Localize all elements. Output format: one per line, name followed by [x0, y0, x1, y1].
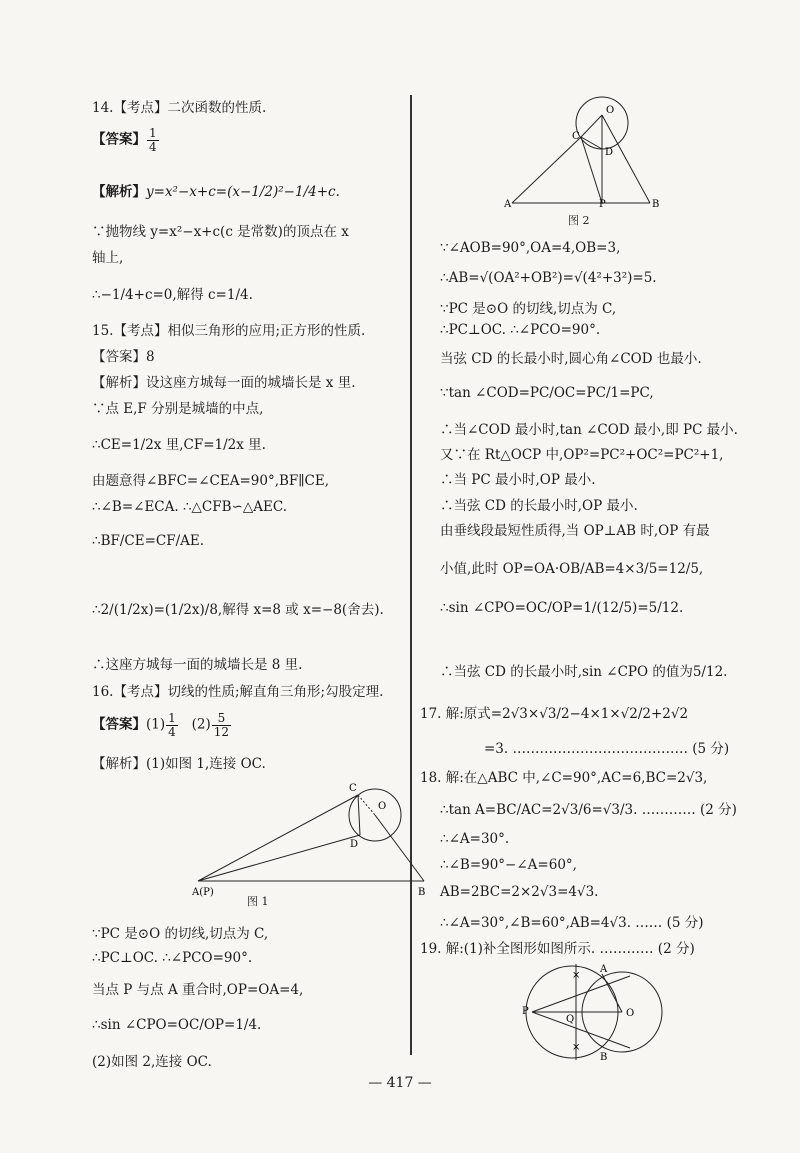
fig3-mark-bottom: ×	[572, 1042, 581, 1053]
figure-3	[510, 962, 685, 1062]
fig2-label-o: O	[606, 105, 615, 116]
page-number: — 417 —	[368, 1075, 432, 1091]
r-line5: 当弦 CD 的长最小时,圆心角∠COD 也最小.	[440, 351, 702, 367]
q15-line6: ∴BF/CE=CF/AE.	[92, 533, 205, 549]
q16-line3: ∴PC⊥OC. ∴∠PCO=90°.	[92, 950, 253, 966]
fig2-label-c: C	[572, 131, 580, 142]
fig1-label-o: O	[378, 801, 387, 812]
r-line9: ∴当 PC 最小时,OP 最小.	[440, 472, 596, 488]
r-line8: 又∵在 Rt△OCP 中,OP²=PC²+OC²=PC²+1,	[440, 447, 724, 463]
q15-head: 15.【考点】相似三角形的应用;正方形的性质.	[92, 323, 366, 339]
q18-line4: ∴∠B=90°−∠A=60°,	[440, 857, 577, 873]
r-line14: ∴当弦 CD 的长最小时,sin ∠CPO 的值为5/12.	[440, 664, 728, 680]
q14-line2: ∵抛物线 y=x²−x+c(c 是常数)的顶点在 x	[92, 224, 349, 240]
q14-answer: 【答案】 $\frac{1}{4}$	[92, 126, 157, 154]
r-line10: ∴当弦 CD 的长最小时,OP 最小.	[440, 498, 638, 514]
r-line7: ∴当∠COD 最小时,tan ∠COD 最小,即 PC 最小.	[440, 422, 738, 438]
fig2-caption: 图 2	[568, 214, 590, 227]
q16-line5: ∴sin ∠CPO=OC/OP=1/4.	[92, 1017, 262, 1033]
q16-answer: 【答案】(1) $\frac{1}{4}$ (2) $\frac{5}{12}$	[92, 711, 230, 739]
q14-head: 14.【考点】二次函数的性质.	[92, 100, 267, 116]
fig3-label-b: B	[600, 1052, 608, 1062]
figure-2	[502, 95, 662, 210]
q18-line2: ∴tan A=BC/AC=2√3/6=√3/3. ………… (2 分)	[440, 802, 737, 818]
q14-line4: ∴−1/4+c=0,解得 c=1/4.	[92, 287, 253, 303]
q18-line1: 18. 解:在△ABC 中,∠C=90°,AC=6,BC=2√3,	[420, 770, 708, 786]
q15-line5: ∴∠B=∠ECA. ∴△CFB∽△AEC.	[92, 499, 287, 515]
q15-answer: 【答案】8	[92, 349, 155, 365]
fig1-label-d: D	[350, 839, 359, 850]
q15-line2: ∵点 E,F 分别是城墙的中点,	[92, 401, 264, 417]
q19-line1: 19. 解:(1)补全图形如图所示. ………… (2 分)	[420, 941, 695, 957]
q17-line1: 17. 解:原式=2√3×√3/2−4×1×√2/2+2√2	[420, 706, 689, 722]
figure-1	[192, 775, 432, 905]
q17-line2: =3. ………………………………… (5 分)	[484, 741, 730, 757]
fig3-label-p: P	[522, 1006, 529, 1017]
q15-line8: ∴这座方城每一面的城墙长是 8 里.	[92, 657, 303, 673]
r-line13: ∴sin ∠CPO=OC/OP=1/(12/5)=5/12.	[440, 600, 684, 616]
r-line11: 由垂线段最短性质得,当 OP⊥AB 时,OP 有最	[440, 523, 710, 539]
fig2-label-a: A	[504, 199, 512, 210]
q18-line5: AB=2BC=2×2√3=4√3.	[440, 884, 599, 900]
q16-line2: ∵PC 是⊙O 的切线,切点为 C,	[92, 926, 269, 942]
r-line1: ∵∠AOB=90°,OA=4,OB=3,	[440, 240, 621, 256]
column-divider	[410, 95, 412, 1055]
q16-head: 16.【考点】切线的性质;解直角三角形;勾股定理.	[92, 684, 384, 700]
q18-line6: ∴∠A=30°,∠B=60°,AB=4√3. …… (5 分)	[440, 915, 704, 931]
q16-analysis: 【解析】(1)如图 1,连接 OC.	[92, 756, 266, 772]
fig3-mark-top: ×	[572, 970, 581, 981]
q15-line3: ∴CE=1/2x 里,CF=1/2x 里.	[92, 437, 266, 453]
fig3-label-o: O	[626, 1008, 635, 1019]
r-line4: ∴PC⊥OC. ∴∠PCO=90°.	[440, 322, 601, 338]
q15-line4: 由题意得∠BFC=∠CEA=90°,BF∥CE,	[92, 473, 330, 489]
fig3-label-a: A	[600, 964, 608, 975]
fig2-label-b: B	[652, 199, 660, 210]
fig1-label-b: B	[418, 887, 426, 898]
q15-analysis: 【解析】设这座方城每一面的城墙长是 x 里.	[92, 375, 356, 391]
fig2-label-p: P	[599, 199, 606, 210]
r-line3: ∵PC 是⊙O 的切线,切点为 C,	[440, 301, 617, 317]
fig2-label-d: D	[605, 147, 614, 158]
r-line6: ∵tan ∠COD=PC/OC=PC/1=PC,	[440, 385, 654, 401]
fig1-label-c: C	[349, 783, 357, 794]
q16-line4: 当点 P 与点 A 重合时,OP=OA=4,	[92, 982, 304, 998]
r-line12: 小值,此时 OP=OA·OB/AB=4×3/5=12/5,	[440, 561, 704, 577]
fig1-label-ap: A(P)	[192, 887, 214, 898]
fig3-label-q: Q	[566, 1014, 575, 1025]
q18-line3: ∴∠A=30°.	[440, 831, 510, 847]
q16-line6: (2)如图 2,连接 OC.	[92, 1054, 212, 1070]
q14-analysis: 【解析】y=x²−x+c=(x−1/2)²−1/4+c.	[92, 184, 340, 200]
q14-line3: 轴上,	[92, 250, 124, 266]
fig1-caption: 图 1	[247, 895, 269, 908]
r-line2: ∴AB=√(OA²+OB²)=√(4²+3²)=5.	[440, 270, 657, 286]
q15-line7: ∴2/(1/2x)=(1/2x)/8,解得 x=8 或 x=−8(舍去).	[92, 602, 384, 618]
